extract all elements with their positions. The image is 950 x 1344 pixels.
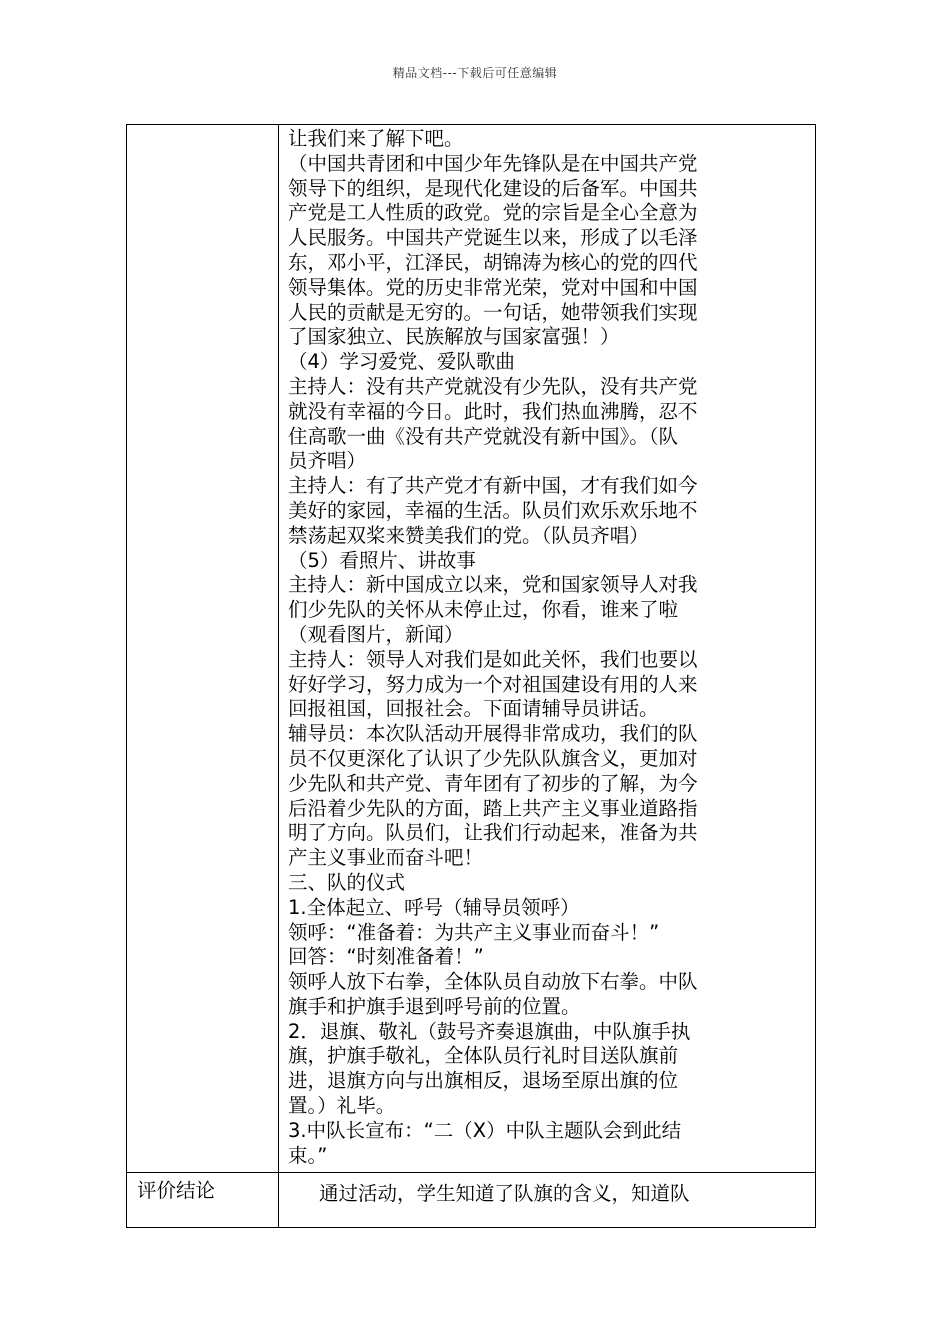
content-line: （5）看照片、讲故事: [288, 548, 476, 572]
content-line: 人民服务。中国共产党诞生以来，形成了以毛泽: [288, 226, 698, 250]
page-header: 精品文档---下载后可任意编辑: [392, 66, 558, 80]
evaluation-text-cell: [279, 1173, 816, 1228]
content-line: （4）学习爱党、爱队歌曲: [288, 350, 515, 374]
content-line: 三、队的仪式: [288, 870, 406, 894]
evaluation-row: [127, 1173, 816, 1228]
content-line: 产党是工人性质的政党。党的宗旨是全心全意为: [288, 201, 698, 225]
document-table: [126, 124, 816, 1228]
content-line: 好好学习，努力成为一个对祖国建设有用的人来: [288, 672, 698, 696]
content-row: [127, 125, 816, 1173]
content-line: 住高歌一曲《没有共产党就没有新中国》。（队: [288, 424, 679, 448]
content-line: 束。”: [288, 1143, 328, 1167]
content-line: 3.中队长宣布：“二（X）中队主题队会到此结: [288, 1118, 682, 1142]
content-line: 禁荡起双桨来赞美我们的党。（队员齐唱）: [288, 523, 649, 547]
content-line: 领呼：“准备着：为共产主义事业而奋斗！”: [288, 920, 660, 944]
content-line: 了国家独立、民族解放与国家富强！）: [288, 325, 620, 349]
content-line: 1.全体起立、呼号（辅导员领呼）: [288, 895, 580, 919]
empty-label-cell: [127, 125, 279, 1173]
content-line: 后沿着少先队的方面，踏上共产主义事业道路指: [288, 796, 698, 820]
content-line: 员齐唱）: [288, 449, 367, 473]
evaluation-text: 通过活动，学生知道了队旗的含义，知道队: [319, 1182, 690, 1205]
content-line: 产主义事业而奋斗吧！: [288, 846, 484, 870]
content-line: 东，邓小平，江泽民，胡锦涛为核心的党的四代: [288, 250, 698, 274]
content-line: 美好的家园，幸福的生活。队员们欢乐欢乐地不: [288, 498, 698, 522]
content-line: 旗手和护旗手退到呼号前的位置。: [288, 994, 581, 1018]
content-line: 置。）礼毕。: [288, 1094, 396, 1118]
content-line: 们少先队的关怀从未停止过，你看，谁来了啦: [288, 598, 679, 622]
content-line: 就没有幸福的今日。此时，我们热血沸腾，忍不: [288, 399, 698, 423]
evaluation-label: 评价结论: [127, 1173, 279, 1228]
content-line: 进，退旗方向与出旗相反，退场至原出旗的位: [288, 1069, 679, 1093]
content-line: 主持人：有了共产党才有新中国，才有我们如今: [288, 474, 698, 498]
content-line: 主持人：领导人对我们是如此关怀，我们也要以: [288, 647, 698, 671]
content-line: 主持人：没有共产党就没有少先队，没有共产党: [288, 374, 698, 398]
content-line: 让我们来了解下吧。: [288, 127, 464, 150]
content-line: 旗，护旗手敬礼，全体队员行礼时目送队旗前: [288, 1044, 679, 1068]
content-line: 明了方向。队员们，让我们行动起来，准备为共: [288, 821, 698, 845]
content-line: 2．退旗、敬礼（鼓号齐奏退旗曲，中队旗手执: [288, 1019, 691, 1043]
content-line: 辅导员：本次队活动开展得非常成功，我们的队: [288, 722, 698, 746]
content-line: 回答：“时刻准备着！”: [288, 945, 484, 969]
content-line: 员不仅更深化了认识了少先队队旗含义，更加对: [288, 746, 698, 770]
content-line: 回报祖国，回报社会。下面请辅导员讲话。: [288, 697, 659, 721]
content-lines: [288, 127, 807, 1168]
content-line: 人民的贡献是无穷的。一句话，她带领我们实现: [288, 300, 698, 324]
content-line: 主持人：新中国成立以来，党和国家领导人对我: [288, 573, 698, 597]
content-line: 领导集体。党的历史非常光荣，党对中国和中国: [288, 275, 698, 299]
content-cell: [279, 125, 816, 1173]
content-line: （中国共青团和中国少年先锋队是在中国共产党: [288, 151, 698, 175]
content-line: 领导下的组织，是现代化建设的后备军。中国共: [288, 176, 698, 200]
content-line: （观看图片，新闻）: [288, 622, 464, 646]
content-line: 领呼人放下右拳，全体队员自动放下右拳。中队: [288, 970, 698, 994]
content-line: 少先队和共产党、青年团有了初步的了解，为今: [288, 771, 698, 795]
